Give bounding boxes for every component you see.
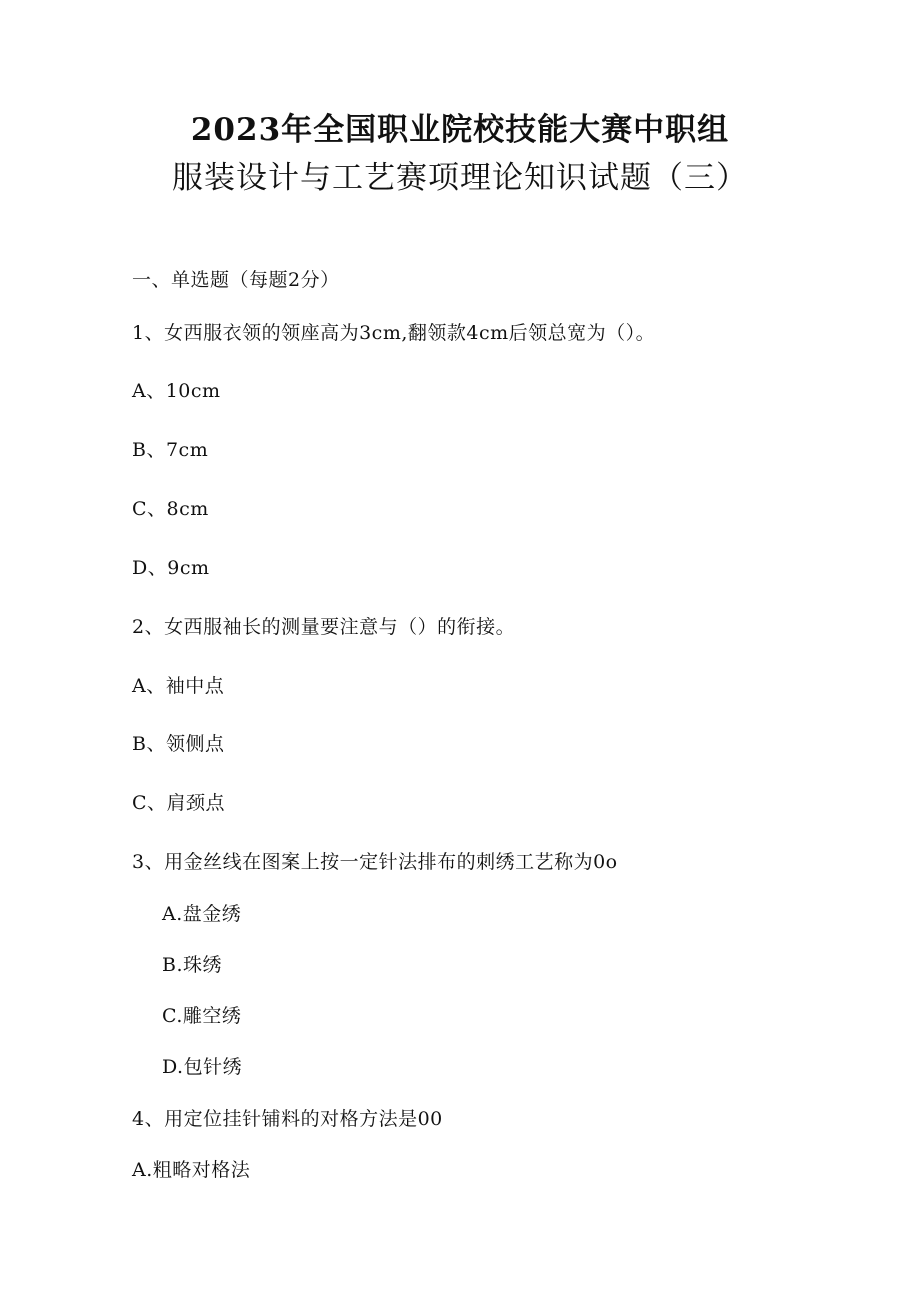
question-2-option-b: B、领侧点 <box>132 733 225 755</box>
question-2-text: 2、女西服袖长的测量要注意与（）的衔接。 <box>132 616 516 638</box>
question-2-option-a: A、袖中点 <box>132 675 225 697</box>
question-1-option-b: B、7cm <box>132 439 209 461</box>
question-2-option-c: C、肩颈点 <box>132 792 226 814</box>
document-title-line2: 服装设计与工艺赛项理论知识试题（三） <box>172 160 748 196</box>
section-heading: 一、单选题（每题2分） <box>132 269 340 291</box>
question-4-text: 4、用定位挂针铺料的对格方法是00 <box>132 1108 443 1130</box>
question-3-text: 3、用金丝线在图案上按一定针法排布的刺绣工艺称为0o <box>132 851 618 873</box>
question-3-option-d: D.包针绣 <box>162 1056 243 1078</box>
document-title-line1: 2023年全国职业院校技能大赛中职组 <box>190 112 730 148</box>
question-3-option-c: C.雕空绣 <box>162 1005 242 1027</box>
question-4-option-a: A.粗略对格法 <box>132 1159 251 1181</box>
question-3-option-a: A.盘金绣 <box>162 903 242 925</box>
question-1-option-c: C、8cm <box>132 498 209 520</box>
question-1-option-a: A、10cm <box>132 380 221 402</box>
question-1-text: 1、女西服衣领的领座高为3cm,翻领款4cm后领总宽为（）。 <box>132 322 656 344</box>
question-3-option-b: B.珠绣 <box>162 954 223 976</box>
question-1-option-d: D、9cm <box>132 557 210 579</box>
